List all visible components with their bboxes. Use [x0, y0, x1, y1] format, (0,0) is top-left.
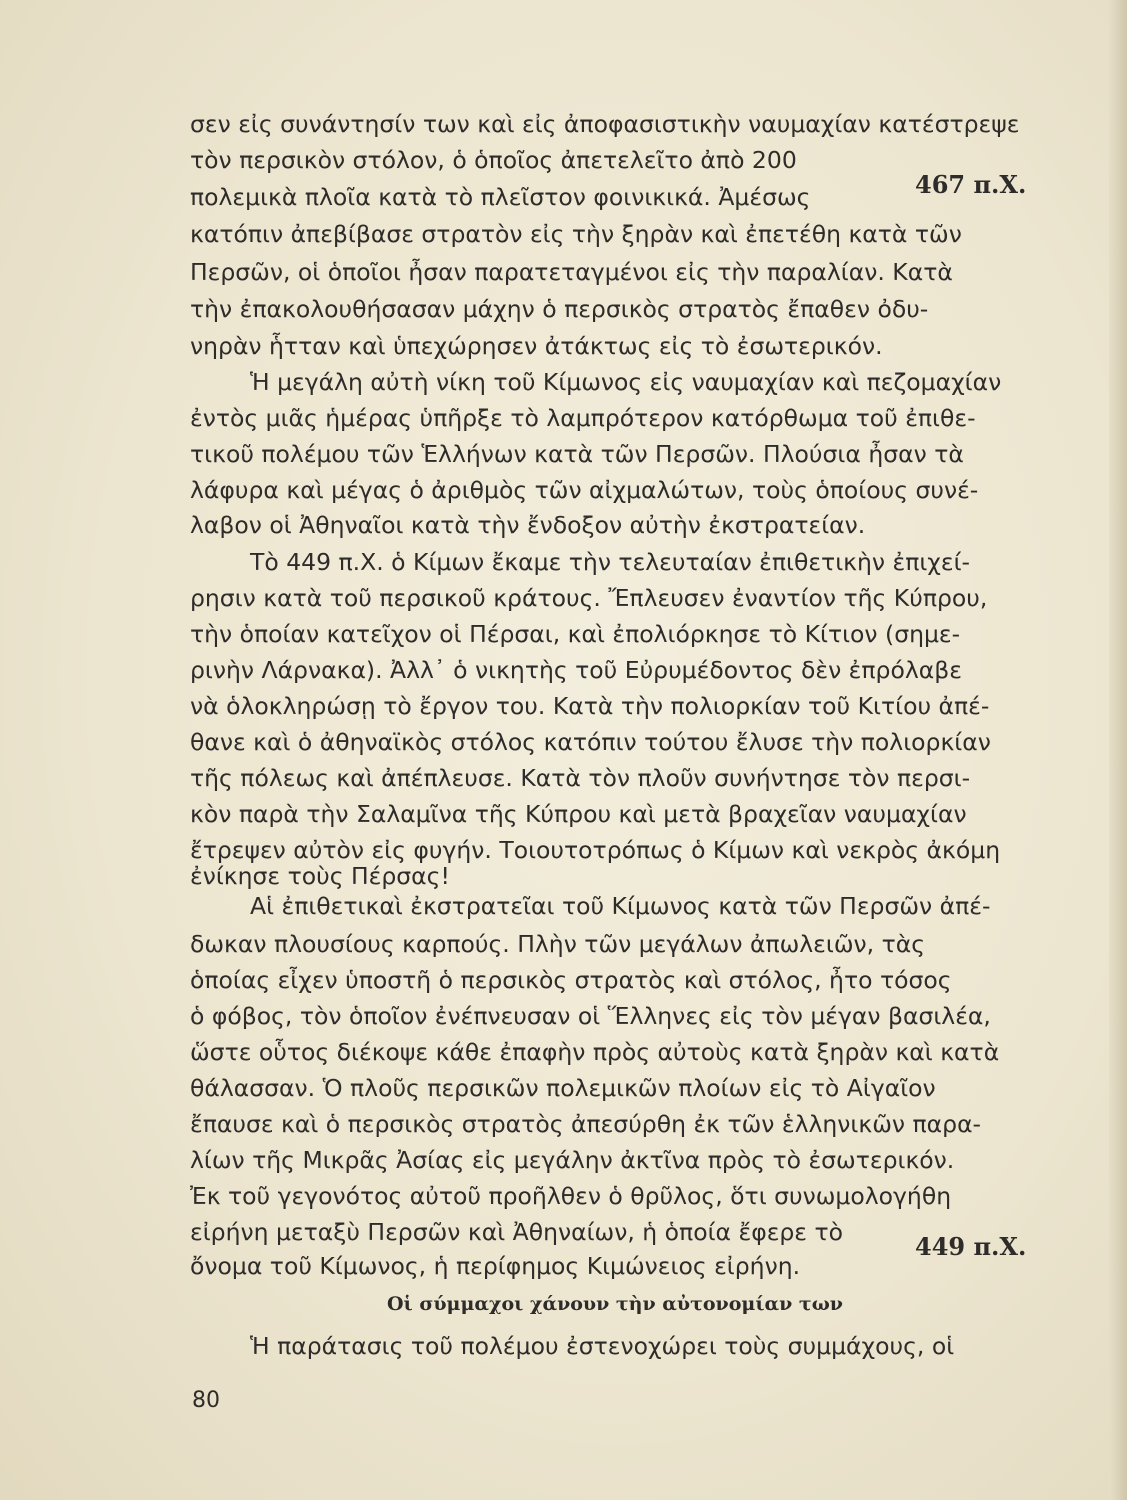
text-line: πολεμικὰ πλοῖα κατὰ τὸ πλεῖστον φοινικικά. Ἀμέσως [190, 183, 811, 211]
margin-date-note: 449 π.Χ. [915, 1232, 1027, 1261]
text-line: Ἡ μεγάλη αὐτὴ νίκη τοῦ Κίμωνος εἰς ναυμαχίαν καὶ πεζομαχίαν [250, 368, 1002, 396]
page-number: 80 [192, 1388, 220, 1413]
text-line: ρησιν κατὰ τοῦ περσικοῦ κράτους. Ἔπλευσεν ἐναντίον τῆς Κύπρου, [190, 584, 988, 612]
text-line: ὄνομα τοῦ Κίμωνος, ἡ περίφημος Κιμώνειος εἰρήνη. [190, 1252, 801, 1280]
text-line: κατόπιν ἀπεβίβασε στρατὸν εἰς τὴν ξηρὰν καὶ ἐπετέθη κατὰ τῶν [190, 220, 962, 248]
text-line: Περσῶν, οἱ ὁποῖοι ἦσαν παρατεταγμένοι εἰς τὴν παραλίαν. Κατὰ [190, 258, 953, 286]
page-edge [1109, 0, 1127, 1500]
text-line: σεν εἰς συνάντησίν των καὶ εἰς ἀποφασιστικὴν ναυμαχίαν κατέστρεψε [190, 110, 1020, 138]
text-line: κὸν παρὰ τὴν Σαλαμῖνα τῆς Κύπρου καὶ μετὰ βραχεῖαν ναυμαχίαν [190, 800, 967, 828]
section-heading: Οἱ σύμμαχοι χάνουν τὴν αὐτονομίαν των [386, 1293, 843, 1315]
text-line: Ἡ παράτασις τοῦ πολέμου ἐστενοχώρει τοὺς συμμάχους, οἱ [250, 1332, 955, 1360]
text-line: νηρὰν ἧτταν καὶ ὑπεχώρησεν ἀτάκτως εἰς τὸ ἐσωτερικόν. [190, 332, 883, 360]
text-line: ὥστε οὗτος διέκοψε κάθε ἐπαφὴν πρὸς αὐτοὺς κατὰ ξηρὰν καὶ κατὰ [190, 1038, 1000, 1066]
text-line: θάλασσαν. Ὁ πλοῦς περσικῶν πολεμικῶν πλοίων εἰς τὸ Αἰγαῖον [190, 1074, 936, 1102]
text-line: τικοῦ πολέμου τῶν Ἑλλήνων κατὰ τῶν Περσῶν. Πλούσια ἦσαν τὰ [190, 440, 964, 468]
text-line: ἐνίκησε τοὺς Πέρσας! [190, 862, 450, 890]
text-line: ρινὴν Λάρνακα). Ἀλλ᾽ ὁ νικητὴς τοῦ Εὐρυμέδοντος δὲν ἐπρόλαβε [190, 656, 962, 684]
text-line: νὰ ὁλοκληρώσῃ τὸ ἔργον του. Κατὰ τὴν πολιορκίαν τοῦ Κιτίου ἀπέ- [190, 692, 990, 720]
text-line: λάφυρα καὶ μέγας ὁ ἀριθμὸς τῶν αἰχμαλώτων, τοὺς ὁποίους συνέ- [190, 476, 979, 504]
text-line: Τὸ 449 π.Χ. ὁ Κίμων ἔκαμε τὴν τελευταίαν ἐπιθετικὴν ἐπιχεί- [250, 548, 970, 576]
text-line: τὸν περσικὸν στόλον, ὁ ὁποῖος ἀπετελεῖτο ἀπὸ 200 [190, 146, 797, 174]
text-line: εἰρήνη μεταξὺ Περσῶν καὶ Ἀθηναίων, ἡ ὁποία ἔφερε τὸ [190, 1218, 844, 1246]
text-line: ἔπαυσε καὶ ὁ περσικὸς στρατὸς ἀπεσύρθη ἐκ τῶν ἑλληνικῶν παρα- [190, 1110, 982, 1138]
text-line: Ἐκ τοῦ γεγονότος αὐτοῦ προῆλθεν ὁ θρῦλος, ὅτι συνωμολογήθη [190, 1182, 952, 1210]
text-line: ἐντὸς μιᾶς ἡμέρας ὑπῆρξε τὸ λαμπρότερον κατόρθωμα τοῦ ἐπιθε- [190, 404, 976, 432]
text-line: Αἱ ἐπιθετικαὶ ἐκστρατεῖαι τοῦ Κίμωνος κατὰ τῶν Περσῶν ἀπέ- [250, 892, 991, 920]
text-line: λίων τῆς Μικρᾶς Ἀσίας εἰς μεγάλην ἀκτῖνα πρὸς τὸ ἐσωτερικόν. [190, 1146, 955, 1174]
text-line: τὴν ὁποίαν κατεῖχον οἱ Πέρσαι, καὶ ἐπολιόρκησε τὸ Κίτιον (σημε- [190, 620, 961, 648]
margin-date-note: 467 π.Χ. [915, 170, 1027, 199]
text-line: δωκαν πλουσίους καρπούς. Πλὴν τῶν μεγάλων ἀπωλειῶν, τὰς [190, 930, 926, 958]
text-line: τὴν ἐπακολουθήσασαν μάχην ὁ περσικὸς στρατὸς ἔπαθεν ὀδυ- [190, 295, 929, 323]
text-line: ὁ φόβος, τὸν ὁποῖον ἐνέπνευσαν οἱ Ἕλληνες εἰς τὸν μέγαν βασιλέα, [190, 1002, 991, 1030]
text-line: ὁποίας εἶχεν ὑποστῆ ὁ περσικὸς στρατὸς καὶ στόλος, ἦτο τόσος [190, 966, 952, 994]
text-line: ἔτρεψεν αὐτὸν εἰς φυγήν. Τοιουτοτρόπως ὁ Κίμων καὶ νεκρὸς ἀκόμη [190, 836, 1001, 864]
text-line: λαβον οἱ Ἀθηναῖοι κατὰ τὴν ἔνδοξον αὐτὴν ἐκστρατείαν. [190, 511, 866, 539]
text-line: τῆς πόλεως καὶ ἀπέπλευσε. Κατὰ τὸν πλοῦν συνήντησε τὸν περσι- [190, 764, 971, 792]
text-line: θανε καὶ ὁ ἀθηναϊκὸς στόλος κατόπιν τούτου ἔλυσε τὴν πολιορκίαν [190, 728, 991, 756]
